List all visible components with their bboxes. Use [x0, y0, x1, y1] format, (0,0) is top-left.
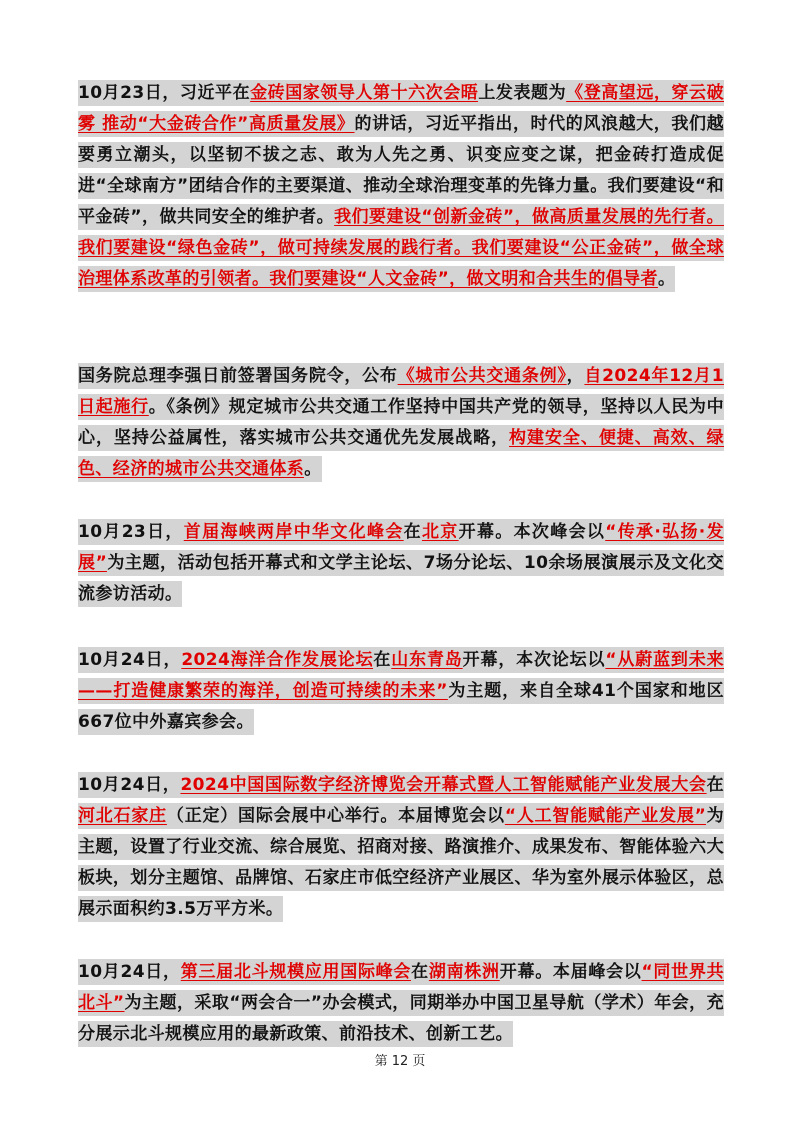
text-segment: 开幕，本次论坛以 — [463, 647, 606, 673]
news-paragraph — [78, 645, 724, 738]
text-segment: 在 — [404, 519, 422, 545]
news-paragraph — [78, 770, 724, 925]
text-segment: 的讲话，习近平指出，时代的风浪越大，我们越要勇立潮头，以坚韧不拔之志、敢为人先之勇、识变应变之谋，把金砖打造成促进“全球南方”团结合作的主要渠道、推动全球治理变革的先锋力量。我们要建设“和平金砖”，做共同安全的维护者。 — [78, 111, 724, 230]
text-segment: 。《条例》规定城市公共交通工作坚持中国共产党的领导，坚持以人民为中心，坚持公益属性，落实城市公共交通优先发展战略， — [78, 394, 724, 451]
text-segment: 开幕。本届峰会以 — [500, 959, 642, 985]
highlighted-segment: 山东青岛 — [391, 647, 462, 673]
highlighted-segment: 河北石家庄 — [78, 803, 167, 829]
text-segment: 为主题，活动包括开幕式和文学主论坛、7场分论坛、10余场展演展示及文化交流参访活动。 — [78, 550, 724, 607]
highlighted-segment: 湖南株洲 — [429, 959, 500, 985]
text-segment: 为主题，采取“两会合一”办会模式，同期举办中国卫星导航（学术）年会，充分展示北斗规模应用的最新政策、前沿技术、创新工艺。 — [78, 990, 724, 1047]
text-segment: 国务院总理李强日前签署国务院令，公布 — [78, 363, 398, 389]
text-segment: 10月24日， — [78, 959, 181, 985]
text-segment: 在 — [373, 647, 391, 673]
highlighted-segment: “人工智能赋能产业发展” — [505, 803, 706, 829]
text-segment: 10月24日， — [78, 772, 180, 798]
highlighted-segment: 我们要建设“创新金砖”，做高质量发展的先行者。我们要建设“绿色金砖”，做可持续发展的践行者。我们要建设“公正金砖”，做全球治理体系改革的引领者。我们要建设“人文金砖”，做文明和合共生的倡导者 — [78, 204, 724, 292]
highlighted-segment: “从蔚蓝到未来——打造健康繁荣的海洋，创造可持续的未来” — [78, 647, 724, 704]
text-segment: 在 — [411, 959, 429, 985]
text-segment: 为主题，来自全球41个国家和地区667位中外嘉宾参会。 — [78, 678, 724, 735]
text-segment: 为主题，设置了行业交流、综合展览、招商对接、路演推介、成果发布、智能体验六大板块，划分主题馆、品牌馆、石家庄市低空经济产业展区、华为室外展示体验区，总展示面积约3.5万平方米。 — [78, 803, 724, 922]
highlighted-segment: 《登高望远，穿云破雾 推动“大金砖合作”高质量发展》 — [78, 80, 724, 137]
text-segment: 上发表题为 — [478, 80, 566, 106]
highlighted-segment: “同世界共北斗” — [78, 959, 724, 1016]
highlighted-segment: 金砖国家领导人第十六次会晤 — [250, 80, 478, 106]
news-paragraph — [78, 361, 724, 485]
highlighted-segment: 首届海峡两岸中华文化峰会 — [184, 519, 404, 545]
text-segment: ， — [567, 363, 585, 389]
news-paragraph — [78, 517, 724, 610]
highlighted-segment: 2024海洋合作发展论坛 — [181, 647, 373, 673]
news-paragraph — [78, 957, 724, 1050]
highlighted-segment: 第三届北斗规模应用国际峰会 — [181, 959, 411, 985]
highlighted-segment: 《城市公共交通条例》 — [398, 363, 567, 389]
text-segment: 10月23日， — [78, 519, 184, 545]
highlighted-segment: 北京 — [422, 519, 459, 545]
highlighted-segment: 2024中国国际数字经济博览会开幕式暨人工智能赋能产业发展大会 — [180, 772, 706, 798]
highlighted-segment: 构建安全、便捷、高效、绿色、经济的城市公共交通体系 — [78, 425, 724, 482]
news-paragraph — [78, 78, 724, 295]
highlighted-segment: “传承·弘扬·发展” — [78, 519, 724, 576]
text-segment: 10月24日， — [78, 647, 181, 673]
text-segment: 在 — [707, 772, 724, 798]
highlighted-segment: 自2024年12月1日起施行 — [78, 363, 724, 420]
text-segment: （正定）国际会展中心举行。本届博览会以 — [167, 803, 505, 829]
text-segment: 开幕。本次峰会以 — [459, 519, 606, 545]
text-segment: 。 — [658, 266, 675, 292]
text-segment: 。 — [304, 456, 321, 482]
page-number: 第 12 页 — [374, 1054, 426, 1069]
text-segment: 10月23日，习近平在 — [78, 80, 250, 106]
